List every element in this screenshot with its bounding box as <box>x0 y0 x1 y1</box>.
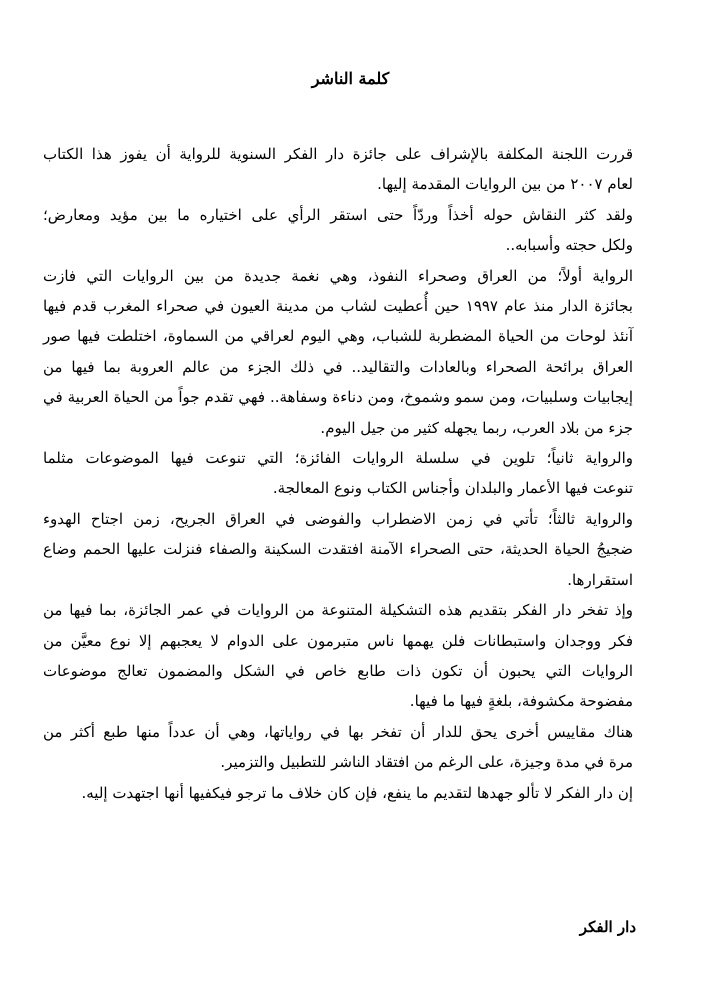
paragraph-line: قررت اللجنة المكلفة بالإشراف على جائزة دار الفكر السنوية للرواية أن يفوز هذا الكتاب <box>43 145 633 163</box>
paragraph-line: فكر ووجدان واستبطانات فلن يهمها ناس متبرمون على الدوام لا يعجبهم إلا نوع معيَّن من <box>43 631 633 650</box>
paragraph-line: بجائزة الدار منذ عام ١٩٩٧ حين أُعطيت لشاب من مدينة العيون في صحراء المغرب قدم فيها <box>43 297 633 316</box>
paragraph-line: ولقد كثر النقاش حوله أخذاً وردّاً حتى استقر الرأي على اختياره ما بين مؤيد ومعارض؛ <box>43 205 633 224</box>
paragraph-line: ولكل حجته وأسبابه.. <box>505 236 633 255</box>
document-body <box>43 139 659 808</box>
paragraph-line: والرواية ثالثاً؛ تأتي في زمن الاضطراب والفوضى في العراق الجريح، زمن اجتاح الهدوء <box>43 509 633 528</box>
body-paragraph <box>43 595 659 717</box>
paragraph-line: إيجابيات وسلبيات، ومن سمو وشموخ، ومن دناءة وسفاهة.. فهي تقدم جواً من الحياة العربية في <box>43 388 633 407</box>
paragraph-line: استقرارها. <box>567 570 633 589</box>
body-paragraph <box>43 443 659 504</box>
body-paragraph <box>43 717 659 778</box>
publisher-signature: دار الفكر <box>579 918 636 936</box>
body-paragraph <box>43 778 659 808</box>
body-paragraph <box>43 139 659 200</box>
paragraph-line: الرواية أولاً؛ من العراق وصحراء النفوذ، وهي نغمة جديدة من بين الروايات التي فازت <box>43 266 633 285</box>
paragraph-line: لعام ٢٠٠٧ من بين الروايات المقدمة إليها. <box>377 175 633 194</box>
paragraph-line: آنئذ لوحات من الحياة المضطربة للشباب، وهي اليوم لعراقي من السماوة، اختلطت فيها صور <box>43 327 633 346</box>
paragraph-line: إن دار الفكر لا تألو جهدها لتقديم ما ينفع، فإن كان خلاف ما ترجو فيكفيها أنها اجتهدت إليه. <box>81 783 633 802</box>
body-paragraph <box>43 200 659 261</box>
page-title: كلمة الناشر <box>311 69 390 88</box>
paragraph-line: الروايات التي يحبون أن تكون ذات طابع خاص في الشكل والمضمون تعالج موضوعات <box>43 661 633 680</box>
paragraph-line: جزء من بلاد العرب، ربما يجهله كثير من جيل اليوم. <box>320 418 633 437</box>
paragraph-line: تنوعت فيها الأعمار والبلدان وأجناس الكتاب ونوع المعالجة. <box>272 479 633 498</box>
paragraph-line: والرواية ثانياً؛ تلوين في سلسلة الروايات الفائزة؛ التي تنوعت فيها الموضوعات مثلما <box>43 449 633 468</box>
body-paragraph <box>43 261 659 443</box>
body-paragraph <box>43 504 659 595</box>
paragraph-line: وإذ تفخر دار الفكر بتقديم هذه التشكيلة المتنوعة من الروايات في عمر الجائزة، بما فيها من <box>43 601 633 620</box>
paragraph-line: هناك مقاييس أخرى يحق للدار أن تفخر بها في رواياتها، وهي أن عدداً منها طبع أكثر من <box>43 722 633 741</box>
paragraph-line: مفضوحة مكشوفة، بلغةٍ فيها ما فيها. <box>409 692 633 711</box>
paragraph-line: ضجيجُ الحياة الحديثة، حتى الصحراء الآمنة افتقدت السكينة والصفاء فنزلت عليها الحمم وضاع <box>43 540 633 559</box>
paragraph-line: مرة في مدة وجيزة، على الرغم من افتقاد الناشر للتطبيل والتزمير. <box>220 753 633 772</box>
paragraph-line: العراق برائحة الصحراء وبالعادات والتقاليد.. في ذلك الجزء من عالم العروبة بما فيها من <box>43 357 633 376</box>
